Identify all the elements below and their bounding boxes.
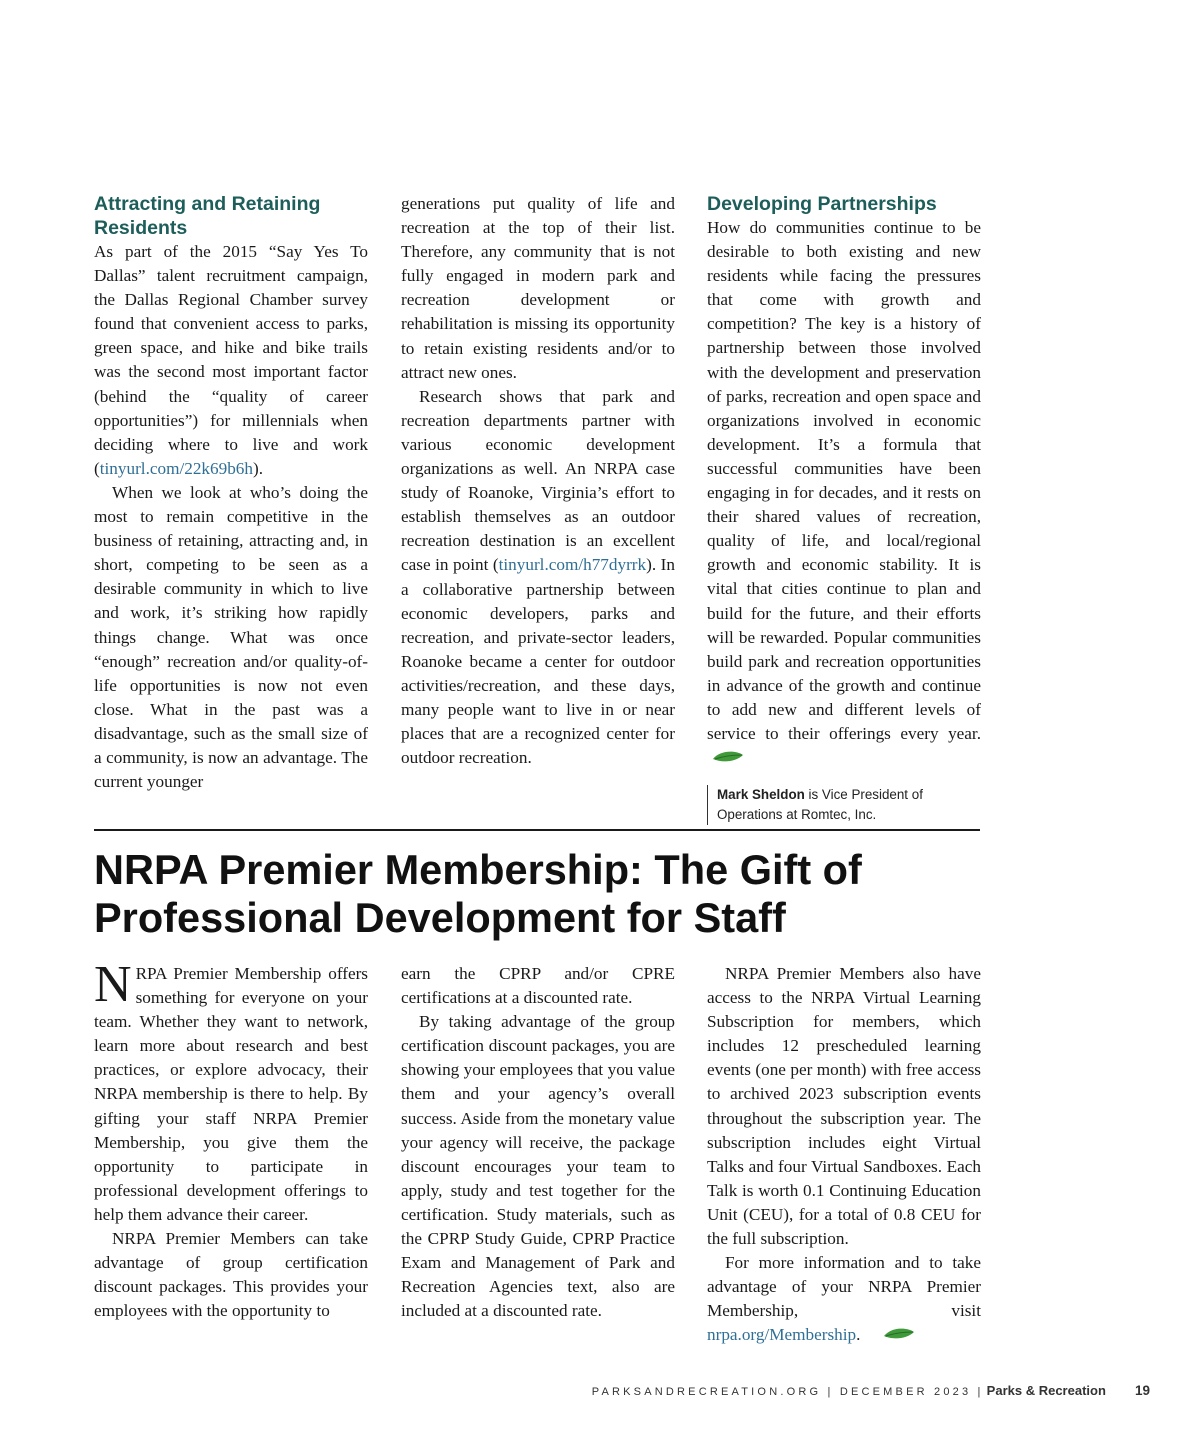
paragraph: NRPA Premier Members can take advantage of group certification discount packages. This provides your employees with the opportunity to [94, 1229, 368, 1321]
section-heading-attracting: Attracting and Retaining Residents [94, 193, 321, 239]
paragraph-text: ). [252, 458, 264, 478]
article2-column-2 [401, 962, 675, 1323]
paragraph-text: ). In a collaborative partnership between economic developers, parks and recreation, and private-sector leaders, Roanoke became a center for outdoor activities/recreation, and these days, many people want to live in or near places that are a recognized center for outdoor recreation. [401, 555, 675, 768]
paragraph-text: RPA Premier Membership offers something for everyone on your team. Whether they want to network, learn more about research and best practices, or explore advocacy, their NRPA membership is there to help. By gifting your staff NRPA Premier Membership, you give them the opportunity to participate in professional development offerings to help them advance their career. [94, 964, 368, 1224]
paragraph-text: How do communities continue to be desirable to both existing and new residents while facing the pressures that come with growth and competition? The key is a history of partnership between those involved with the development and preservation of parks, recreation and open space and organizations involved in economic development. It’s a formula that successful communities have been engaging in for decades, and it rests on their shared values of recreation, quality of life, and local/regional growth and economic stability. It is vital that cities continue to plan and build for the future, and their efforts will be rewarded. Popular communities build park and recreation opportunities in advance of the growth and continue to add new and different levels of service to their offerings every year. [707, 218, 981, 743]
paragraph [94, 956, 368, 1227]
article2-column-3 [707, 962, 981, 1349]
article1-column-1 [94, 192, 368, 794]
article2-column-1 [94, 956, 368, 1323]
paragraph-text: For more information and to take advantage of your NRPA Premier Membership, visit [707, 1253, 981, 1321]
article-title-line-2: Professional Development for Staff [94, 894, 786, 941]
leaf-icon [865, 1324, 915, 1348]
nrpa-membership-link[interactable]: nrpa.org/Membership [707, 1325, 857, 1345]
paragraph: By taking advantage of the group certification discount packages, you are showing your employees that you value them and your agency’s overall success. Aside from the monetary value your agency will receive, the package discount encourages your team to apply, study and test together for the certification. Study materials, such as the CPRP Study Guide, CPRP Practice Exam and Management of Park and Recreation Agencies text, also are included at a discounted rate. [401, 1012, 675, 1321]
tinyurl-dallas-link[interactable]: tinyurl.com/22k69b6h [99, 458, 253, 478]
author-name: Mark Sheldon [717, 787, 805, 803]
paragraph: When we look at who’s doing the most to remain competitive in the business of retaining, attracting and, in short, competing to be seen as a desirable community in which to live and work, it’s striking how rapidly things change. What was once “enough” recreation and/or quality-of-life opportunities is now not even close. What in the past was a disadvantage, such as the small size of a community, is now an advantage. The current younger [94, 482, 368, 792]
paragraph: earn the CPRP and/or CPRE certifications at a discounted rate. [401, 964, 675, 1008]
paragraph [707, 1251, 981, 1348]
leaf-icon [712, 747, 744, 771]
drop-cap: N [94, 956, 132, 1013]
footer-site: PARKSANDRECREATION.ORG | DECEMBER 2023 | [591, 1386, 984, 1398]
tinyurl-roanoke-link[interactable]: tinyurl.com/h77dyrrk [498, 555, 647, 575]
paragraph-text: As part of the 2015 “Say Yes To Dallas” talent recruitment campaign, the Dallas Regional Chamber survey found that convenient access to parks, green space, and hike and bike trails was the second most important factor (behind the “quality of career opportunities”) for millennials when deciding where to live and work ( [94, 242, 368, 478]
section-heading-partnerships: Developing Partnerships [707, 193, 937, 215]
section-divider [94, 829, 980, 831]
paragraph: NRPA Premier Members also have access to the NRPA Virtual Learning Subscription for members, which includes 12 prescheduled learning events (one per month) with free access to archived 2023 subscription events throughout the subscription year. The subscription includes eight Virtual Talks and four Virtual Sandboxes. Each Talk is worth 0.1 Continuing Education Unit (CEU), for a total of 0.8 CEU for the full subscription. [707, 964, 981, 1249]
footer-magazine: Parks & Recreation [986, 1383, 1106, 1398]
paragraph [401, 385, 675, 771]
article1-column-3 [707, 192, 981, 825]
paragraph [707, 216, 981, 771]
page-number: 19 [1134, 1383, 1150, 1398]
article-title [94, 846, 994, 942]
author-bio [707, 785, 981, 825]
author-role: is Vice President of Operations at Romtec, Inc. [717, 787, 923, 823]
paragraph [94, 240, 368, 481]
page-footer [592, 1383, 1150, 1398]
article1-column-2 [401, 192, 675, 770]
paragraph: generations put quality of life and recreation at the top of their list. Therefore, any community that is not fully engaged in modern park and recreation development or rehabilitation is missing its opportunity to retain existing residents and/or to attract new ones. [401, 194, 675, 382]
paragraph-text: . [856, 1325, 861, 1345]
article-title-line-1: NRPA Premier Membership: The Gift of [94, 846, 862, 893]
paragraph-text: Research shows that park and recreation departments partner with various economic development organizations as well. An NRPA case study of Roanoke, Virginia’s effort to establish themselves as an outdoor recreation destination is an excellent case in point ( [401, 386, 675, 575]
